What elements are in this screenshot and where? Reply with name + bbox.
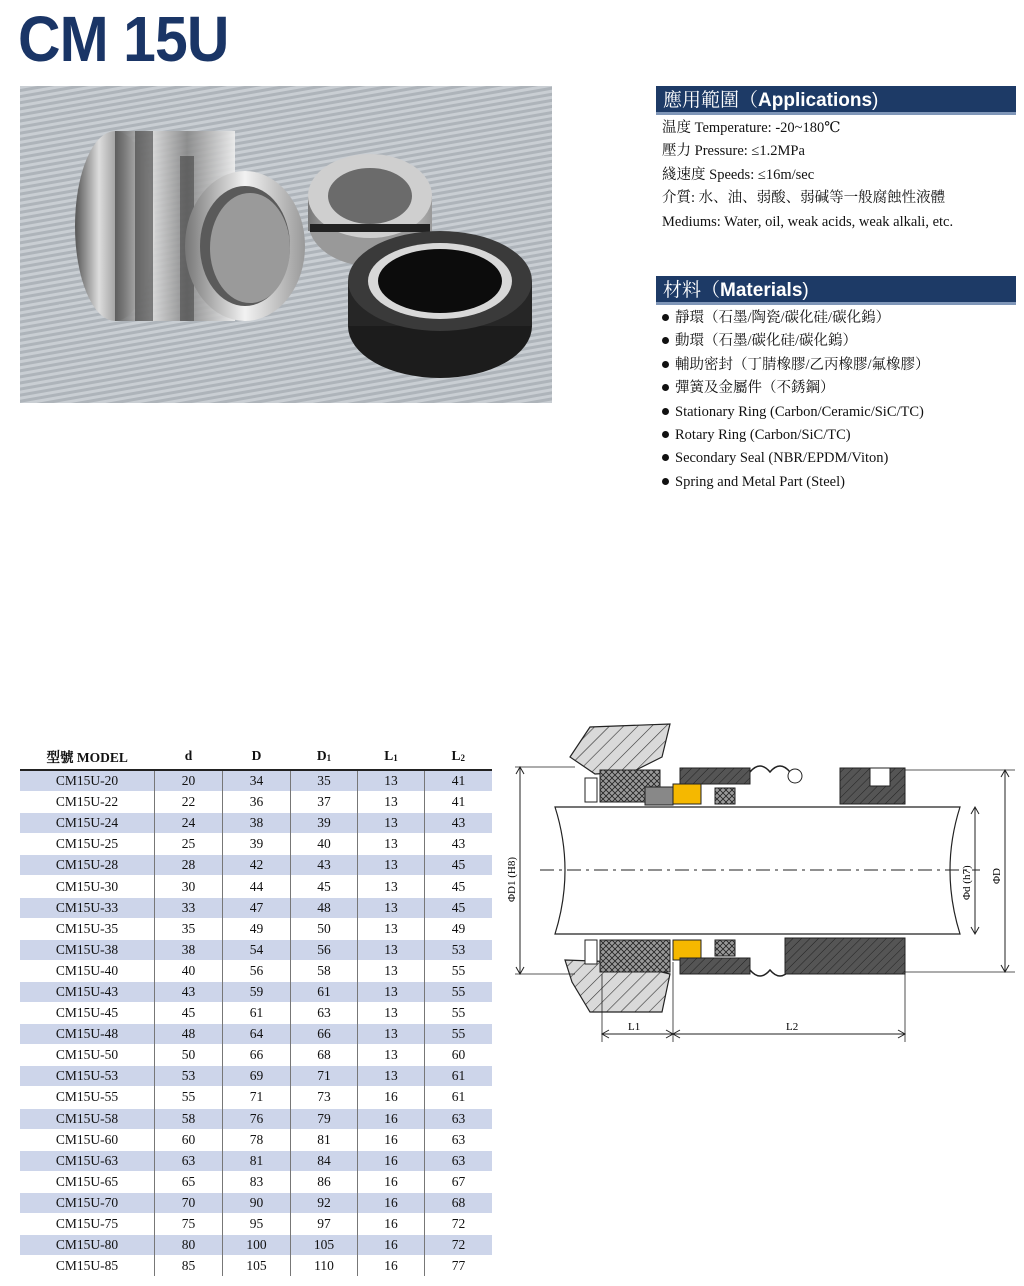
- table-row: [20, 1171, 492, 1192]
- table-row: [20, 981, 492, 1002]
- value-cell: 110: [291, 1256, 358, 1277]
- bullet-icon: [662, 408, 669, 415]
- value-cell: 60: [155, 1129, 223, 1150]
- model-cell: CM15U-40: [20, 960, 155, 981]
- value-cell: 39: [223, 834, 291, 855]
- value-cell: 39: [291, 813, 358, 834]
- value-cell: 84: [291, 1150, 358, 1171]
- value-cell: 65: [155, 1171, 223, 1192]
- value-cell: 55: [425, 1024, 493, 1045]
- value-cell: 63: [155, 1150, 223, 1171]
- value-cell: 48: [155, 1024, 223, 1045]
- table-row: [20, 1129, 492, 1150]
- value-cell: 67: [425, 1171, 493, 1192]
- value-cell: 105: [291, 1235, 358, 1256]
- value-cell: 16: [358, 1192, 425, 1213]
- table-header-row: [20, 743, 492, 770]
- table-row: [20, 897, 492, 918]
- value-cell: 13: [358, 792, 425, 813]
- table-row: [20, 1213, 492, 1234]
- value-cell: 61: [291, 981, 358, 1002]
- table-row: [20, 1192, 492, 1213]
- value-cell: 45: [155, 1003, 223, 1024]
- table-row: [20, 1045, 492, 1066]
- value-cell: 105: [223, 1256, 291, 1277]
- value-cell: 28: [155, 855, 223, 876]
- value-cell: 55: [425, 960, 493, 981]
- label-D1: ΦD1 (H8): [506, 856, 518, 902]
- value-cell: 13: [358, 1024, 425, 1045]
- table-row: [20, 1003, 492, 1024]
- value-cell: 16: [358, 1171, 425, 1192]
- value-cell: 13: [358, 939, 425, 960]
- model-cell: CM15U-20: [20, 770, 155, 792]
- material-item: Secondary Seal (NBR/EPDM/Viton): [662, 447, 930, 470]
- materials-heading-zh: 材料: [663, 280, 702, 301]
- value-cell: 41: [425, 792, 493, 813]
- value-cell: 55: [425, 981, 493, 1002]
- value-cell: 50: [155, 1045, 223, 1066]
- material-item: 動環（石墨/碳化硅/碳化鎢）: [662, 330, 930, 353]
- model-cell: CM15U-33: [20, 897, 155, 918]
- value-cell: 58: [291, 960, 358, 981]
- value-cell: 83: [223, 1171, 291, 1192]
- value-cell: 45: [425, 897, 493, 918]
- value-cell: 13: [358, 855, 425, 876]
- header-d: d: [155, 743, 223, 770]
- table-row: [20, 1150, 492, 1171]
- shaft: [540, 807, 980, 934]
- header-D: D: [223, 743, 291, 770]
- model-cell: CM15U-58: [20, 1108, 155, 1129]
- table-row: [20, 1235, 492, 1256]
- bullet-icon: [662, 337, 669, 344]
- applications-heading-zh: 應用範圍: [663, 90, 740, 111]
- table-row: [20, 770, 492, 792]
- seal-lower-half: [585, 938, 905, 976]
- value-cell: 38: [223, 813, 291, 834]
- cross-section-drawing: [506, 712, 1020, 1052]
- rotary-ring-image: [348, 231, 532, 378]
- value-cell: 25: [155, 834, 223, 855]
- label-d: Φd (h7): [961, 865, 973, 900]
- model-cell: CM15U-50: [20, 1045, 155, 1066]
- value-cell: 13: [358, 813, 425, 834]
- value-cell: 16: [358, 1108, 425, 1129]
- application-line: 介質: 水、油、弱酸、弱碱等一般腐蝕性液體: [662, 190, 946, 207]
- model-cell: CM15U-55: [20, 1087, 155, 1108]
- material-item: 靜環（石墨/陶瓷/碳化硅/碳化鎢）: [662, 307, 930, 330]
- value-cell: 13: [358, 834, 425, 855]
- value-cell: 13: [358, 918, 425, 939]
- value-cell: 13: [358, 960, 425, 981]
- table-row: [20, 1087, 492, 1108]
- applications-list: [662, 117, 953, 234]
- value-cell: 16: [358, 1235, 425, 1256]
- value-cell: 34: [223, 770, 291, 792]
- table-row: [20, 960, 492, 981]
- material-item: 彈簧及金屬件（不銹鋼）: [662, 377, 930, 400]
- materials-heading-en: Materials: [720, 280, 803, 301]
- model-cell: CM15U-48: [20, 1024, 155, 1045]
- value-cell: 38: [155, 939, 223, 960]
- value-cell: 81: [291, 1129, 358, 1150]
- model-cell: CM15U-75: [20, 1213, 155, 1234]
- model-cell: CM15U-30: [20, 876, 155, 897]
- dimension-table: [20, 743, 492, 1276]
- value-cell: 16: [358, 1150, 425, 1171]
- value-cell: 97: [291, 1213, 358, 1234]
- application-line: 温度 Temperature: -20~180℃: [662, 120, 841, 136]
- bullet-icon: [662, 314, 669, 321]
- value-cell: 59: [223, 981, 291, 1002]
- application-line: Mediums: Water, oil, weak acids, weak alkali, etc.: [662, 213, 954, 230]
- value-cell: 66: [291, 1024, 358, 1045]
- value-cell: 22: [155, 792, 223, 813]
- value-cell: 75: [155, 1213, 223, 1234]
- model-cell: CM15U-38: [20, 939, 155, 960]
- value-cell: 76: [223, 1108, 291, 1129]
- materials-list: [662, 307, 930, 494]
- table-row: [20, 792, 492, 813]
- bullet-icon: [662, 384, 669, 391]
- material-item: 輔助密封（丁腈橡膠/乙丙橡膠/氟橡膠）: [662, 354, 930, 377]
- value-cell: 85: [155, 1256, 223, 1277]
- model-cell: CM15U-85: [20, 1256, 155, 1277]
- value-cell: 55: [425, 1003, 493, 1024]
- value-cell: 43: [425, 813, 493, 834]
- value-cell: 43: [155, 981, 223, 1002]
- table-row: [20, 1024, 492, 1045]
- value-cell: 53: [425, 939, 493, 960]
- bullet-icon: [662, 454, 669, 461]
- header-L1: $L_1$: [358, 743, 425, 770]
- value-cell: 40: [155, 960, 223, 981]
- value-cell: 36: [223, 792, 291, 813]
- value-cell: 42: [223, 855, 291, 876]
- value-cell: 37: [291, 792, 358, 813]
- table-row: [20, 918, 492, 939]
- product-photo: [20, 86, 552, 403]
- value-cell: 69: [223, 1066, 291, 1087]
- applications-heading: 應用範圍（Applications): [656, 86, 1016, 115]
- model-cell: CM15U-24: [20, 813, 155, 834]
- value-cell: 24: [155, 813, 223, 834]
- value-cell: 61: [425, 1066, 493, 1087]
- value-cell: 72: [425, 1235, 493, 1256]
- value-cell: 68: [425, 1192, 493, 1213]
- value-cell: 49: [223, 918, 291, 939]
- value-cell: 54: [223, 939, 291, 960]
- bullet-icon: [662, 478, 669, 485]
- header-D1: $D_1$: [291, 743, 358, 770]
- value-cell: 77: [425, 1256, 493, 1277]
- label-D: ΦD: [991, 868, 1003, 884]
- value-cell: 78: [223, 1129, 291, 1150]
- value-cell: 13: [358, 897, 425, 918]
- value-cell: 16: [358, 1087, 425, 1108]
- value-cell: 68: [291, 1045, 358, 1066]
- value-cell: 60: [425, 1045, 493, 1066]
- materials-heading: 材料（Materials): [656, 276, 1016, 305]
- value-cell: 13: [358, 1066, 425, 1087]
- value-cell: 43: [291, 855, 358, 876]
- value-cell: 45: [291, 876, 358, 897]
- model-cell: CM15U-80: [20, 1235, 155, 1256]
- value-cell: 50: [291, 918, 358, 939]
- table-row: [20, 1108, 492, 1129]
- model-cell: CM15U-22: [20, 792, 155, 813]
- material-item: Spring and Metal Part (Steel): [662, 471, 930, 494]
- value-cell: 61: [425, 1087, 493, 1108]
- value-cell: 16: [358, 1129, 425, 1150]
- table-row: [20, 1066, 492, 1087]
- model-cell: CM15U-25: [20, 834, 155, 855]
- value-cell: 63: [425, 1150, 493, 1171]
- value-cell: 90: [223, 1192, 291, 1213]
- page-title: CM 15U: [18, 3, 229, 75]
- value-cell: 56: [223, 960, 291, 981]
- bullet-icon: [662, 431, 669, 438]
- value-cell: 48: [291, 897, 358, 918]
- value-cell: 13: [358, 876, 425, 897]
- value-cell: 13: [358, 981, 425, 1002]
- value-cell: 92: [291, 1192, 358, 1213]
- value-cell: 35: [291, 770, 358, 792]
- value-cell: 40: [291, 834, 358, 855]
- value-cell: 66: [223, 1045, 291, 1066]
- header-L2: $L_2$: [425, 743, 493, 770]
- value-cell: 35: [155, 918, 223, 939]
- bullet-icon: [662, 361, 669, 368]
- table-row: [20, 1256, 492, 1277]
- value-cell: 86: [291, 1171, 358, 1192]
- header-model: 型號 MODEL: [20, 743, 155, 770]
- model-cell: CM15U-45: [20, 1003, 155, 1024]
- model-cell: CM15U-70: [20, 1192, 155, 1213]
- value-cell: 41: [425, 770, 493, 792]
- value-cell: 45: [425, 876, 493, 897]
- material-item: Rotary Ring (Carbon/SiC/TC): [662, 424, 930, 447]
- value-cell: 16: [358, 1256, 425, 1277]
- seal-upper-half: [585, 766, 905, 805]
- value-cell: 30: [155, 876, 223, 897]
- value-cell: 63: [425, 1129, 493, 1150]
- table-body: [20, 770, 492, 1276]
- value-cell: 16: [358, 1213, 425, 1234]
- value-cell: 55: [155, 1087, 223, 1108]
- value-cell: 64: [223, 1024, 291, 1045]
- value-cell: 47: [223, 897, 291, 918]
- table-row: [20, 876, 492, 897]
- model-cell: CM15U-63: [20, 1150, 155, 1171]
- table-row: [20, 939, 492, 960]
- value-cell: 43: [425, 834, 493, 855]
- value-cell: 71: [291, 1066, 358, 1087]
- value-cell: 79: [291, 1108, 358, 1129]
- value-cell: 45: [425, 855, 493, 876]
- model-cell: CM15U-35: [20, 918, 155, 939]
- applications-heading-en: Applications: [758, 90, 873, 111]
- model-cell: CM15U-60: [20, 1129, 155, 1150]
- table-row: [20, 813, 492, 834]
- model-cell: CM15U-28: [20, 855, 155, 876]
- table-row: [20, 834, 492, 855]
- value-cell: 72: [425, 1213, 493, 1234]
- value-cell: 100: [223, 1235, 291, 1256]
- value-cell: 56: [291, 939, 358, 960]
- model-cell: CM15U-65: [20, 1171, 155, 1192]
- material-item: Stationary Ring (Carbon/Ceramic/SiC/TC): [662, 401, 930, 424]
- value-cell: 49: [425, 918, 493, 939]
- application-line: 壓力 Pressure: ≤1.2MPa: [662, 143, 805, 160]
- value-cell: 44: [223, 876, 291, 897]
- label-L2: L2: [786, 1021, 799, 1033]
- table-row: [20, 855, 492, 876]
- value-cell: 33: [155, 897, 223, 918]
- model-cell: CM15U-43: [20, 981, 155, 1002]
- value-cell: 81: [223, 1150, 291, 1171]
- label-L1: L1: [628, 1021, 641, 1033]
- value-cell: 63: [291, 1003, 358, 1024]
- value-cell: 13: [358, 1003, 425, 1024]
- value-cell: 73: [291, 1087, 358, 1108]
- value-cell: 63: [425, 1108, 493, 1129]
- value-cell: 80: [155, 1235, 223, 1256]
- value-cell: 71: [223, 1087, 291, 1108]
- value-cell: 20: [155, 770, 223, 792]
- value-cell: 53: [155, 1066, 223, 1087]
- application-line: 綫速度 Speeds: ≤16m/sec: [662, 166, 815, 183]
- value-cell: 70: [155, 1192, 223, 1213]
- value-cell: 13: [358, 1045, 425, 1066]
- value-cell: 58: [155, 1108, 223, 1129]
- model-cell: CM15U-53: [20, 1066, 155, 1087]
- value-cell: 61: [223, 1003, 291, 1024]
- value-cell: 13: [358, 770, 425, 792]
- value-cell: 95: [223, 1213, 291, 1234]
